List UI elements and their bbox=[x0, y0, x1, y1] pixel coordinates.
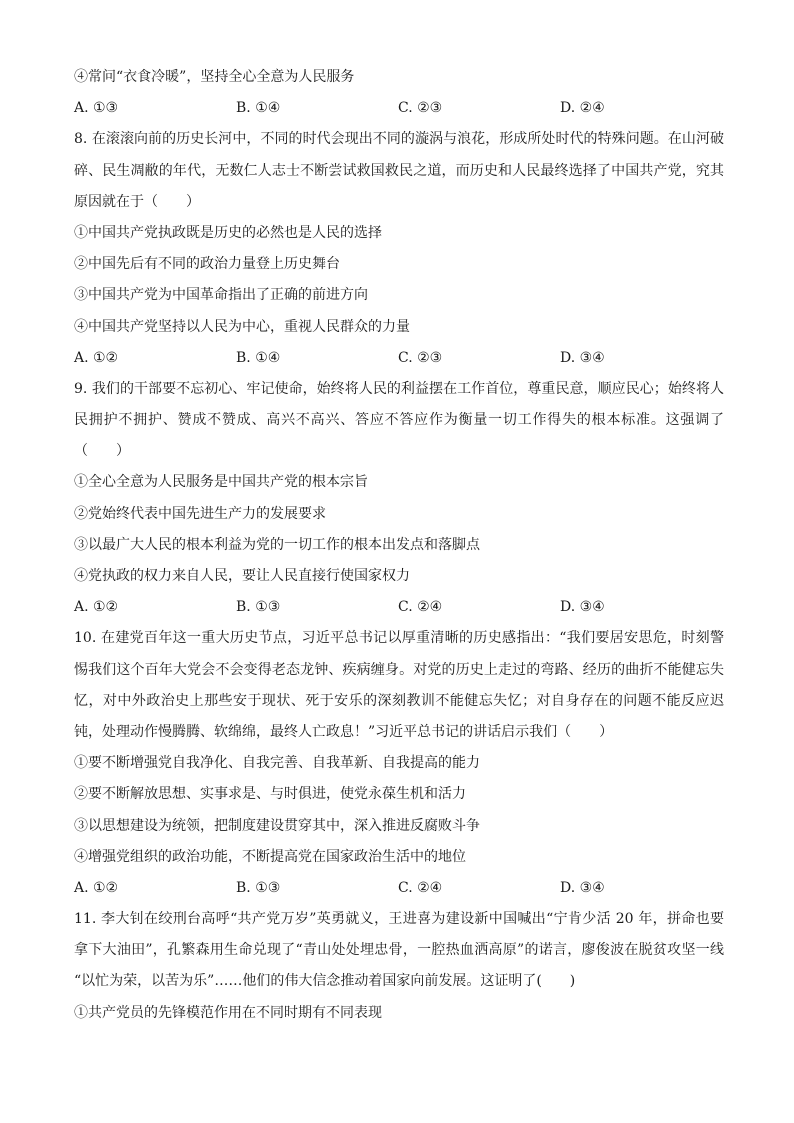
answer-options bbox=[74, 873, 724, 904]
question-stem-line: “以忙为荣，以苦为乐”……他们的伟大信念推动着国家向前发展。这证明了( ) bbox=[74, 973, 576, 990]
option-a: A. ①② bbox=[74, 349, 119, 366]
page-content bbox=[74, 62, 724, 1029]
answer-options bbox=[74, 592, 724, 623]
question-stem-line: 惕我们这个百年大党会不会变得老态龙钟、疾病缠身。对党的历史上走过的弯路、经历的曲折不能健忘失 bbox=[74, 661, 724, 678]
option-d: D. ③④ bbox=[560, 349, 605, 366]
option-a: A. ①② bbox=[74, 599, 119, 616]
question-stem-line: 民拥护不拥护、赞成不赞成、高兴不高兴、答应不答应作为衡量一切工作得失的根本标准。这强调了 bbox=[74, 412, 724, 429]
question-block bbox=[74, 124, 724, 374]
choice-item: ①全心全意为人民服务是中国共产党的根本宗旨 bbox=[74, 474, 368, 491]
answer-options bbox=[74, 343, 724, 374]
question-list bbox=[74, 124, 724, 1028]
question-block bbox=[74, 623, 724, 904]
choice-item: ①中国共产党执政既是历史的必然也是人民的选择 bbox=[74, 224, 382, 241]
option-c: C. ②③ bbox=[398, 349, 443, 366]
option-c: C. ②③ bbox=[398, 100, 443, 117]
option-d: D. ③④ bbox=[560, 599, 605, 616]
option-b: B. ①④ bbox=[236, 100, 281, 117]
choice-item: ④常问“衣食冷暖”，坚持全心全意为人民服务 bbox=[74, 69, 355, 85]
option-d: D. ③④ bbox=[560, 879, 605, 896]
question-stem-line: 碎、民生凋敝的年代，无数仁人志士不断尝试救国救民之道，而历史和人民最终选择了中国共产党，究其 bbox=[74, 162, 724, 179]
choice-item: ②党始终代表中国先进生产力的发展要求 bbox=[74, 505, 326, 522]
question-stem-line: 忆，对中外政治史上那些安于现状、死于安乐的深刻教训不能健忘失忆；对自身存在的问题不能反应迟 bbox=[74, 692, 724, 709]
option-b: B. ①③ bbox=[236, 599, 281, 616]
question-stem-line: 8. 在滚滚向前的历史长河中，不同的时代会现出不同的漩涡与浪花，形成所处时代的特殊问题。在山河破 bbox=[74, 131, 724, 148]
question-stem-line: 10. 在建党百年这一重大历史节点，习近平总书记以厚重清晰的历史感指出：“我们要居安思危，时刻警 bbox=[74, 630, 724, 647]
question-stem-line: 9. 我们的干部要不忘初心、牢记使命，始终将人民的利益摆在工作首位，尊重民意，顺应民心；始终将人 bbox=[74, 380, 724, 397]
choice-item: ④党执政的权力来自人民，要让人民直接行使国家权力 bbox=[74, 568, 410, 584]
choice-item: ②要不断解放思想、实事求是、与时俱进，使党永葆生机和活力 bbox=[74, 786, 466, 803]
option-d: D. ②④ bbox=[560, 100, 605, 117]
choice-item: ③中国共产党为中国革命指出了正确的前进方向 bbox=[74, 287, 368, 304]
question-stem-line: 11. 李大钊在绞刑台高呼“共产党万岁”英勇就义，王进喜为建设新中国喊出“宁肯少活 20 年，拼命也要 bbox=[74, 911, 724, 928]
choice-item: ②中国先后有不同的政治力量登上历史舞台 bbox=[74, 256, 340, 273]
question-block bbox=[74, 904, 724, 1029]
question-block bbox=[74, 374, 724, 624]
option-a: A. ①② bbox=[74, 879, 119, 896]
question-stem-line: 原因就在于（ ） bbox=[74, 193, 200, 210]
option-b: B. ①③ bbox=[236, 879, 281, 896]
choice-item: ④中国共产党坚持以人民为中心，重视人民群众的力量 bbox=[74, 318, 410, 335]
option-c: C. ②④ bbox=[398, 599, 443, 616]
option-a: A. ①③ bbox=[74, 100, 119, 117]
question-stem-line: 拿下大油田”，孔繁森用生命兑现了“青山处处埋忠骨，一腔热血洒高原”的诺言，廖俊波在脱贫攻坚一线 bbox=[74, 942, 724, 959]
choice-item: ③以思想建设为统领，把制度建设贯穿其中，深入推进反腐败斗争 bbox=[74, 817, 480, 834]
question-stem-line: （ ） bbox=[74, 443, 130, 460]
option-c: C. ②④ bbox=[398, 879, 443, 896]
choice-item: ③以最广大人民的根本利益为党的一切工作的根本出发点和落脚点 bbox=[74, 536, 480, 553]
option-b: B. ①④ bbox=[236, 349, 281, 366]
choice-item: ①共产党员的先锋模范作用在不同时期有不同表现 bbox=[74, 1004, 382, 1021]
choice-item: ①要不断增强党自我净化、自我完善、自我革新、自我提高的能力 bbox=[74, 755, 480, 772]
choice-item: ④增强党组织的政治功能，不断提高党在国家政治生活中的地位 bbox=[74, 848, 466, 865]
answer-options bbox=[74, 93, 724, 124]
question-stem-line: 钝，处理动作慢腾腾、软绵绵，最终人亡政息！”习近平总书记的讲话启示我们（ ） bbox=[74, 723, 614, 740]
